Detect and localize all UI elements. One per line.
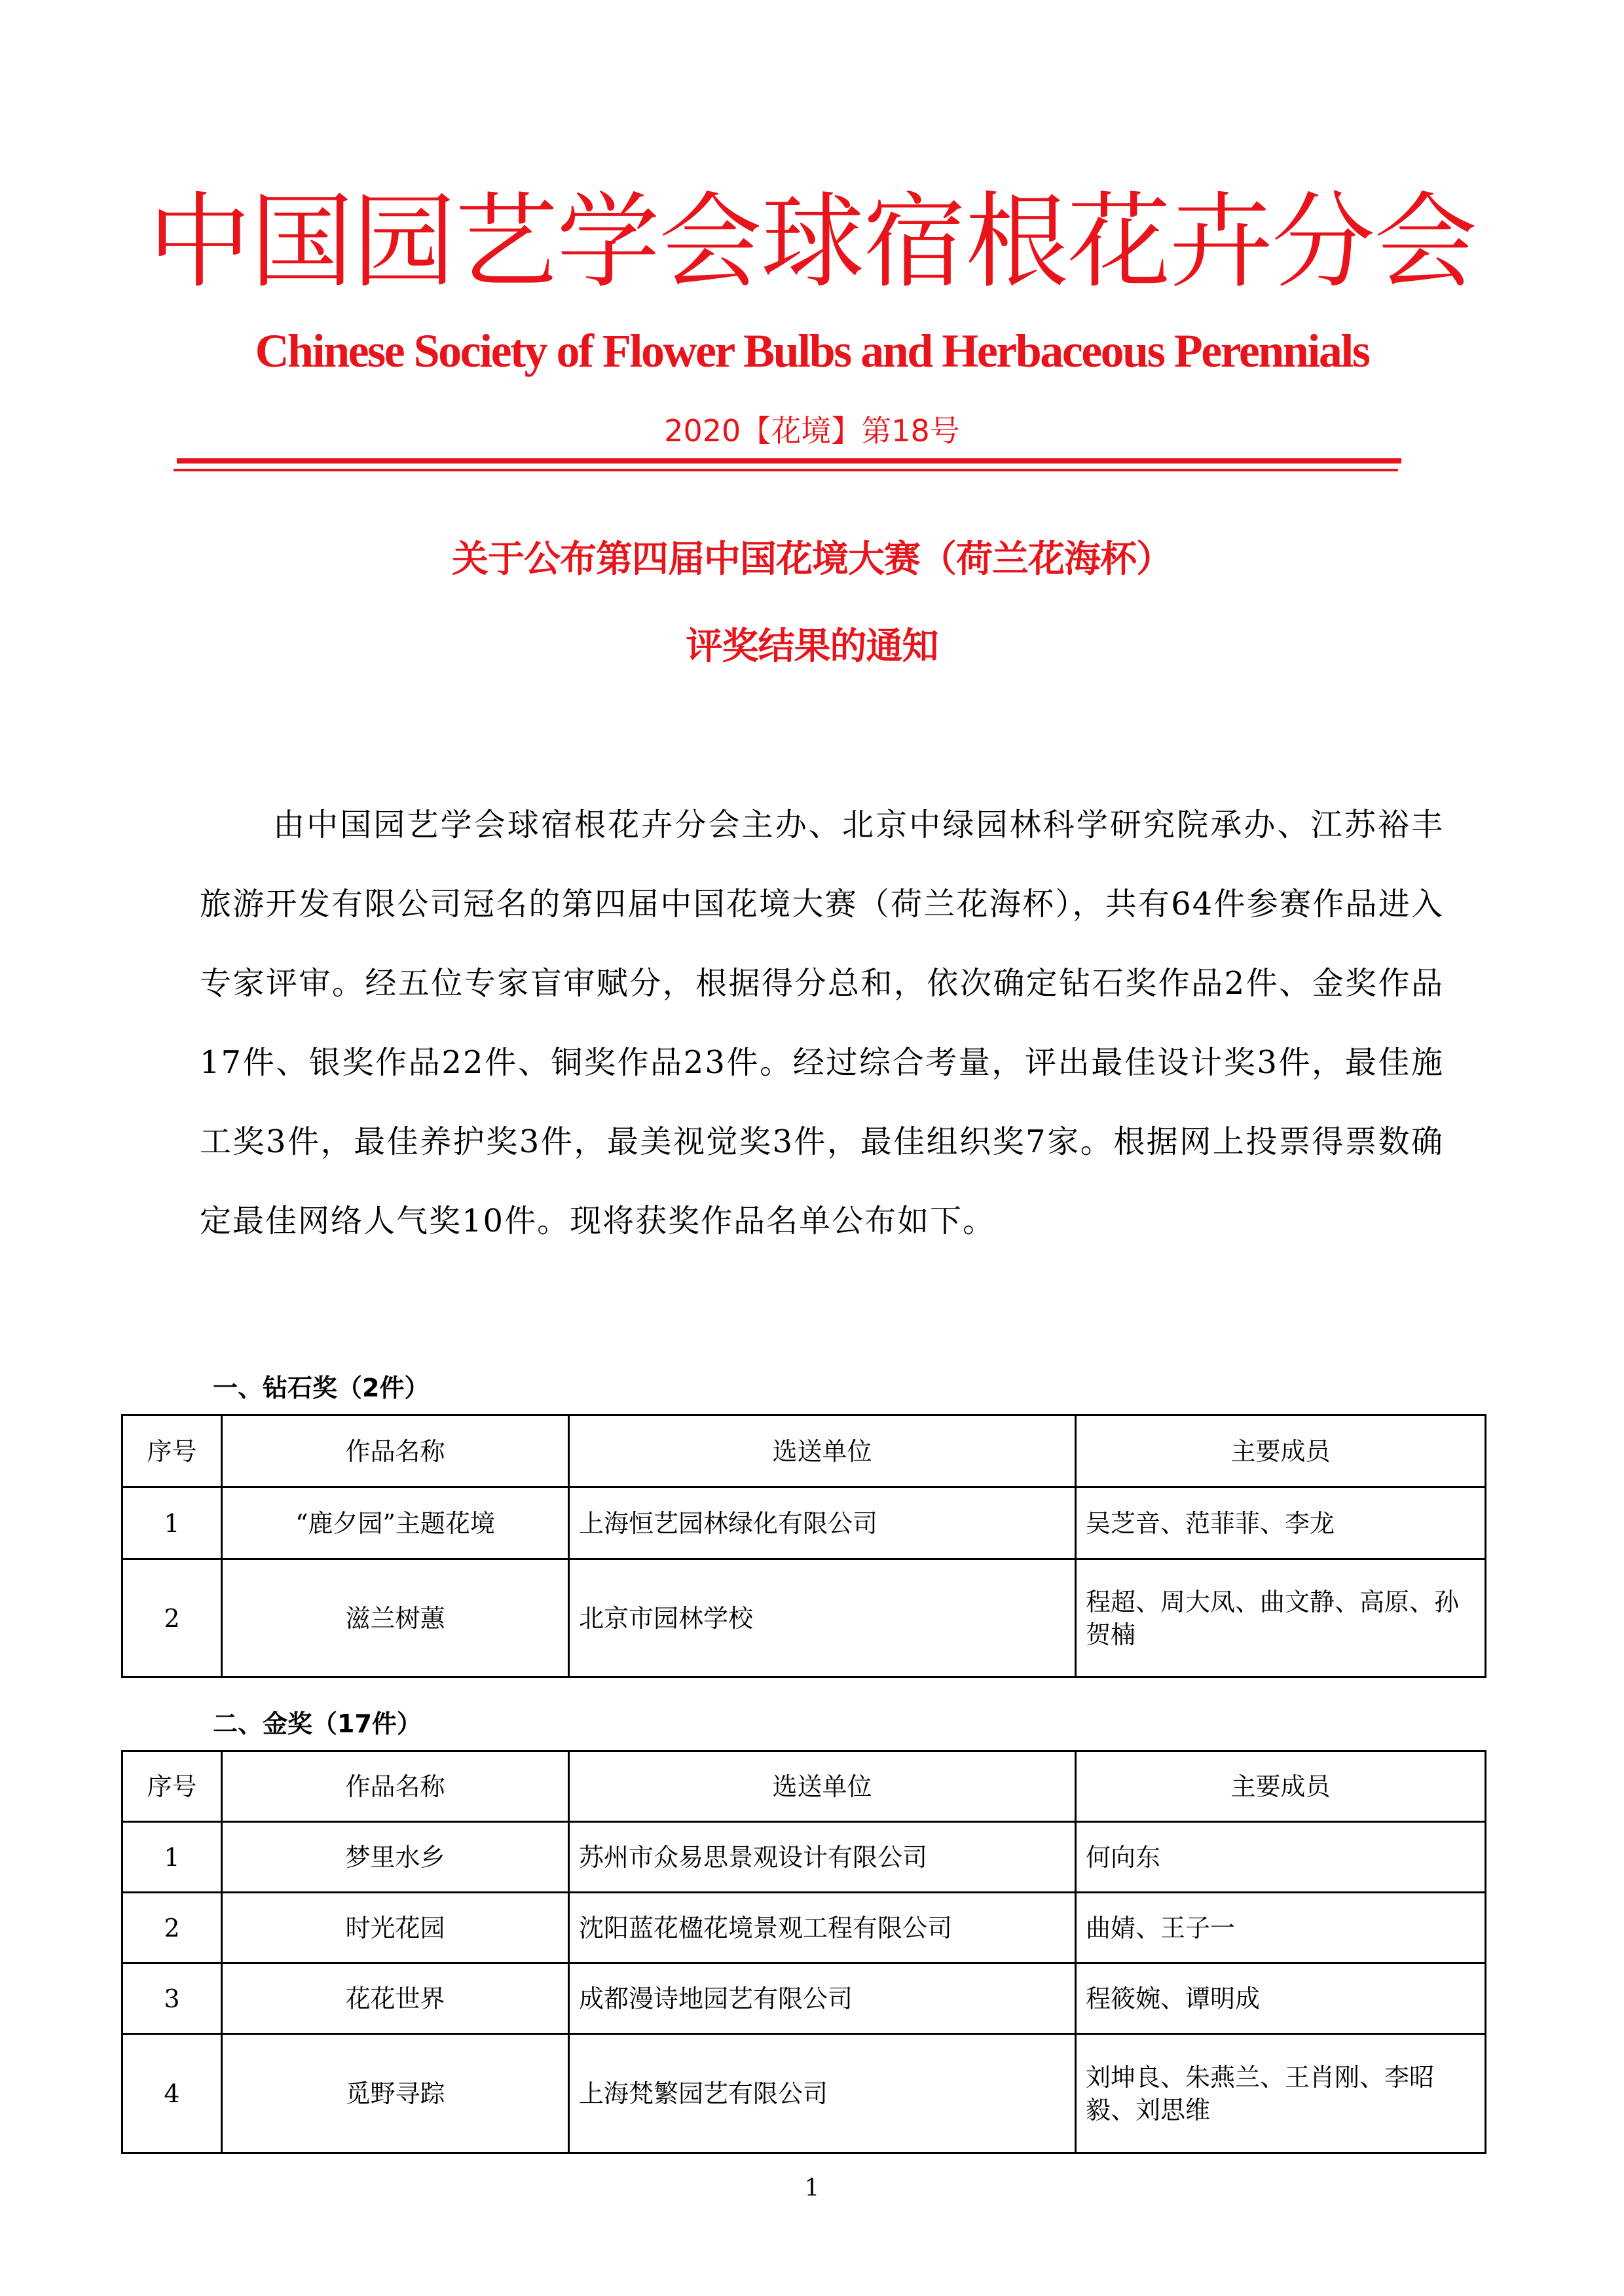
header-divider-thin: [174, 469, 1398, 471]
header-divider-thick: [177, 458, 1401, 464]
row-members: 曲婧、王子一: [1076, 1893, 1486, 1963]
row-unit: 北京市园林学校: [569, 1559, 1076, 1677]
row-no: 1: [122, 1822, 222, 1893]
organization-name-cn: 中国园艺学会球宿根花卉分会: [148, 182, 1476, 302]
header-no: 序号: [122, 1751, 222, 1822]
section-heading-gold: 二、金奖（17件）: [213, 1709, 422, 1738]
section-heading-diamond: 一、钻石奖（2件）: [213, 1374, 430, 1402]
row-work: “鹿夕园”主题花境: [222, 1487, 569, 1559]
header-unit: 选送单位: [569, 1415, 1076, 1487]
row-unit: 成都漫诗地园艺有限公司: [569, 1963, 1076, 2034]
row-unit: 上海恒艺园林绿化有限公司: [569, 1487, 1076, 1559]
document-number: 2020【花境】第18号: [664, 413, 960, 448]
row-members: 刘坤良、朱燕兰、王肖刚、李昭毅、刘思维: [1076, 2034, 1486, 2153]
page-number: 1: [804, 2175, 820, 2202]
row-members: 吴芝音、范菲菲、李龙: [1076, 1487, 1486, 1559]
row-work: 梦里水乡: [222, 1822, 569, 1893]
row-no: 2: [122, 1559, 222, 1677]
header-work: 作品名称: [222, 1415, 569, 1487]
row-unit: 沈阳蓝花楹花境景观工程有限公司: [569, 1893, 1076, 1963]
row-no: 2: [122, 1893, 222, 1963]
header-members: 主要成员: [1076, 1415, 1486, 1487]
table-row: [122, 1487, 1486, 1559]
table-row: [122, 1822, 1486, 1893]
table-row: [122, 1963, 1486, 2034]
table-header-row: [122, 1415, 1486, 1487]
row-members: 程超、周大凤、曲文静、高原、孙贺楠: [1076, 1559, 1486, 1677]
row-work: 花花世界: [222, 1963, 569, 2034]
organization-name-en: Chinese Society of Flower Bulbs and Herbaceous Perennials: [255, 325, 1369, 377]
row-unit: 上海梵繁园艺有限公司: [569, 2034, 1076, 2153]
row-members: 何向东: [1076, 1822, 1486, 1893]
row-work: 觅野寻踪: [222, 2034, 569, 2153]
row-work: 时光花园: [222, 1893, 569, 1963]
table-row: [122, 1893, 1486, 1963]
gold-award-table: [121, 1750, 1486, 2154]
row-work: 滋兰树蕙: [222, 1559, 569, 1677]
notice-title-line2: 评奖结果的通知: [686, 625, 938, 668]
diamond-award-table: [121, 1414, 1486, 1678]
row-unit: 苏州市众易思景观设计有限公司: [569, 1822, 1076, 1893]
header-no: 序号: [122, 1415, 222, 1487]
table-row: [122, 2034, 1486, 2153]
header-work: 作品名称: [222, 1751, 569, 1822]
header-members: 主要成员: [1076, 1751, 1486, 1822]
notice-title-line1: 关于公布第四届中国花境大赛（荷兰花海杯）: [452, 538, 1172, 581]
table-row: [122, 1559, 1486, 1677]
row-no: 4: [122, 2034, 222, 2153]
header-unit: 选送单位: [569, 1751, 1076, 1822]
body-paragraph: 由中国园艺学会球宿根花卉分会主办、北京中绿园林科学研究院承办、江苏裕丰旅游开发有限公司冠名的第四届中国花境大赛（荷兰花海杯），共有64件参赛作品进入专家评审。经五位专家盲审赋分，根据得分总和，依次确定钻石奖作品2件、金奖作品17件、银奖作品22件、铜奖作品23件。经过综合考量，评出最佳设计奖3件，最佳施工奖3件，最佳养护奖3件，最美视觉奖3件，最佳组织奖7家。根据网上投票得票数确定最佳网络人气奖10件。现将获奖作品名单公布如下。: [200, 807, 1444, 1239]
row-members: 程筱婉、谭明成: [1076, 1963, 1486, 2034]
row-no: 1: [122, 1487, 222, 1559]
table-header-row: [122, 1751, 1486, 1822]
row-no: 3: [122, 1963, 222, 2034]
